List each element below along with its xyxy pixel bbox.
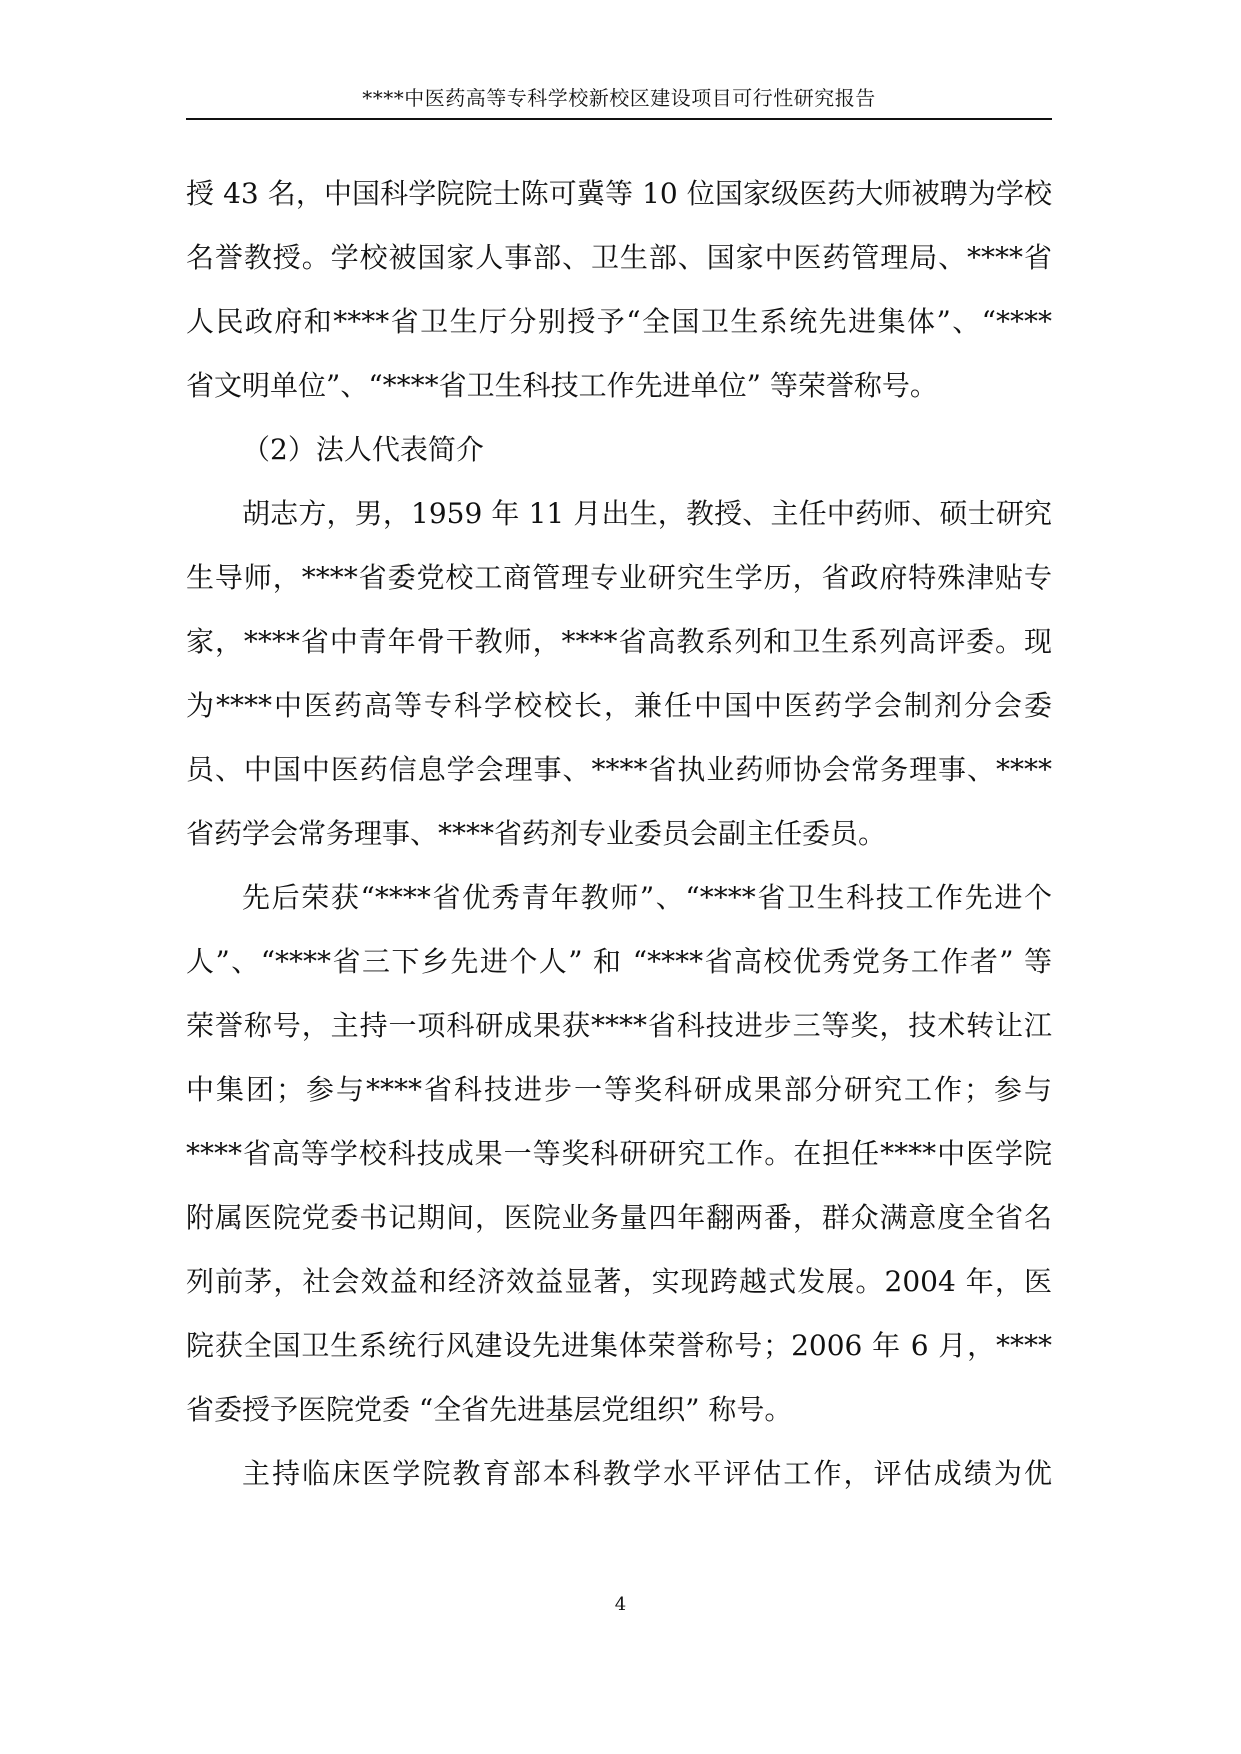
text-line: 名誉教授。学校被国家人事部、卫生部、国家中医药管理局、****省 [186,241,1052,274]
text-line: 列前茅，社会效益和经济效益显著，实现跨越式发展。2004 年，医 [186,1265,1052,1298]
text-line: 胡志方，男，1959 年 11 月出生，教授、主任中药师、硕士研究 [242,497,1052,530]
text-line: 先后荣获“****省优秀青年教师”、“****省卫生科技工作先进个 [242,881,1052,914]
text-line: 中集团；参与****省科技进步一等奖科研成果部分研究工作；参与 [186,1073,1052,1106]
header-rule [186,118,1052,120]
text-line: 为****中医药高等专科学校校长，兼任中国中医药学会制剂分会委 [186,689,1052,722]
text-line: 员、中国中医药信息学会理事、****省执业药师协会常务理事、**** [186,753,1052,786]
text-line: 人民政府和****省卫生厅分别授予“全国卫生系统先进集体”、“**** [186,305,1052,338]
text-line: 省药学会常务理事、****省药剂专业委员会副主任委员。 [186,817,887,850]
body-text [186,162,1052,1506]
text-line: 生导师，****省委党校工商管理专业研究生学历，省政府特殊津贴专 [186,561,1052,594]
page-number: 4 [614,1594,627,1615]
text-line: 家，****省中青年骨干教师，****省高教系列和卫生系列高评委。现 [186,625,1052,658]
text-line: 省委授予医院党委 “全省先进基层党组织” 称号。 [186,1393,793,1426]
text-line: 省文明单位”、“****省卫生科技工作先进单位” 等荣誉称号。 [186,369,938,402]
text-line: 附属医院党委书记期间，医院业务量四年翻两番，群众满意度全省名 [186,1201,1052,1234]
text-line: ****省高等学校科技成果一等奖科研研究工作。在担任****中医学院 [186,1137,1052,1170]
text-line: 授 43 名，中国科学院院士陈可冀等 10 位国家级医药大师被聘为学校 [186,177,1052,210]
text-line: 荣誉称号，主持一项科研成果获****省科技进步三等奖，技术转让江 [186,1009,1052,1042]
text-line: 人”、“****省三下乡先进个人” 和 “****省高校优秀党务工作者” 等 [186,945,1052,978]
text-line: 院获全国卫生系统行风建设先进集体荣誉称号；2006 年 6 月，**** [186,1329,1052,1362]
text-line: （2）法人代表简介 [242,433,484,466]
text-line: 主持临床医学院教育部本科教学水平评估工作，评估成绩为优 [242,1457,1052,1490]
page-header: ****中医药高等专科学校新校区建设项目可行性研究报告 [362,86,876,110]
